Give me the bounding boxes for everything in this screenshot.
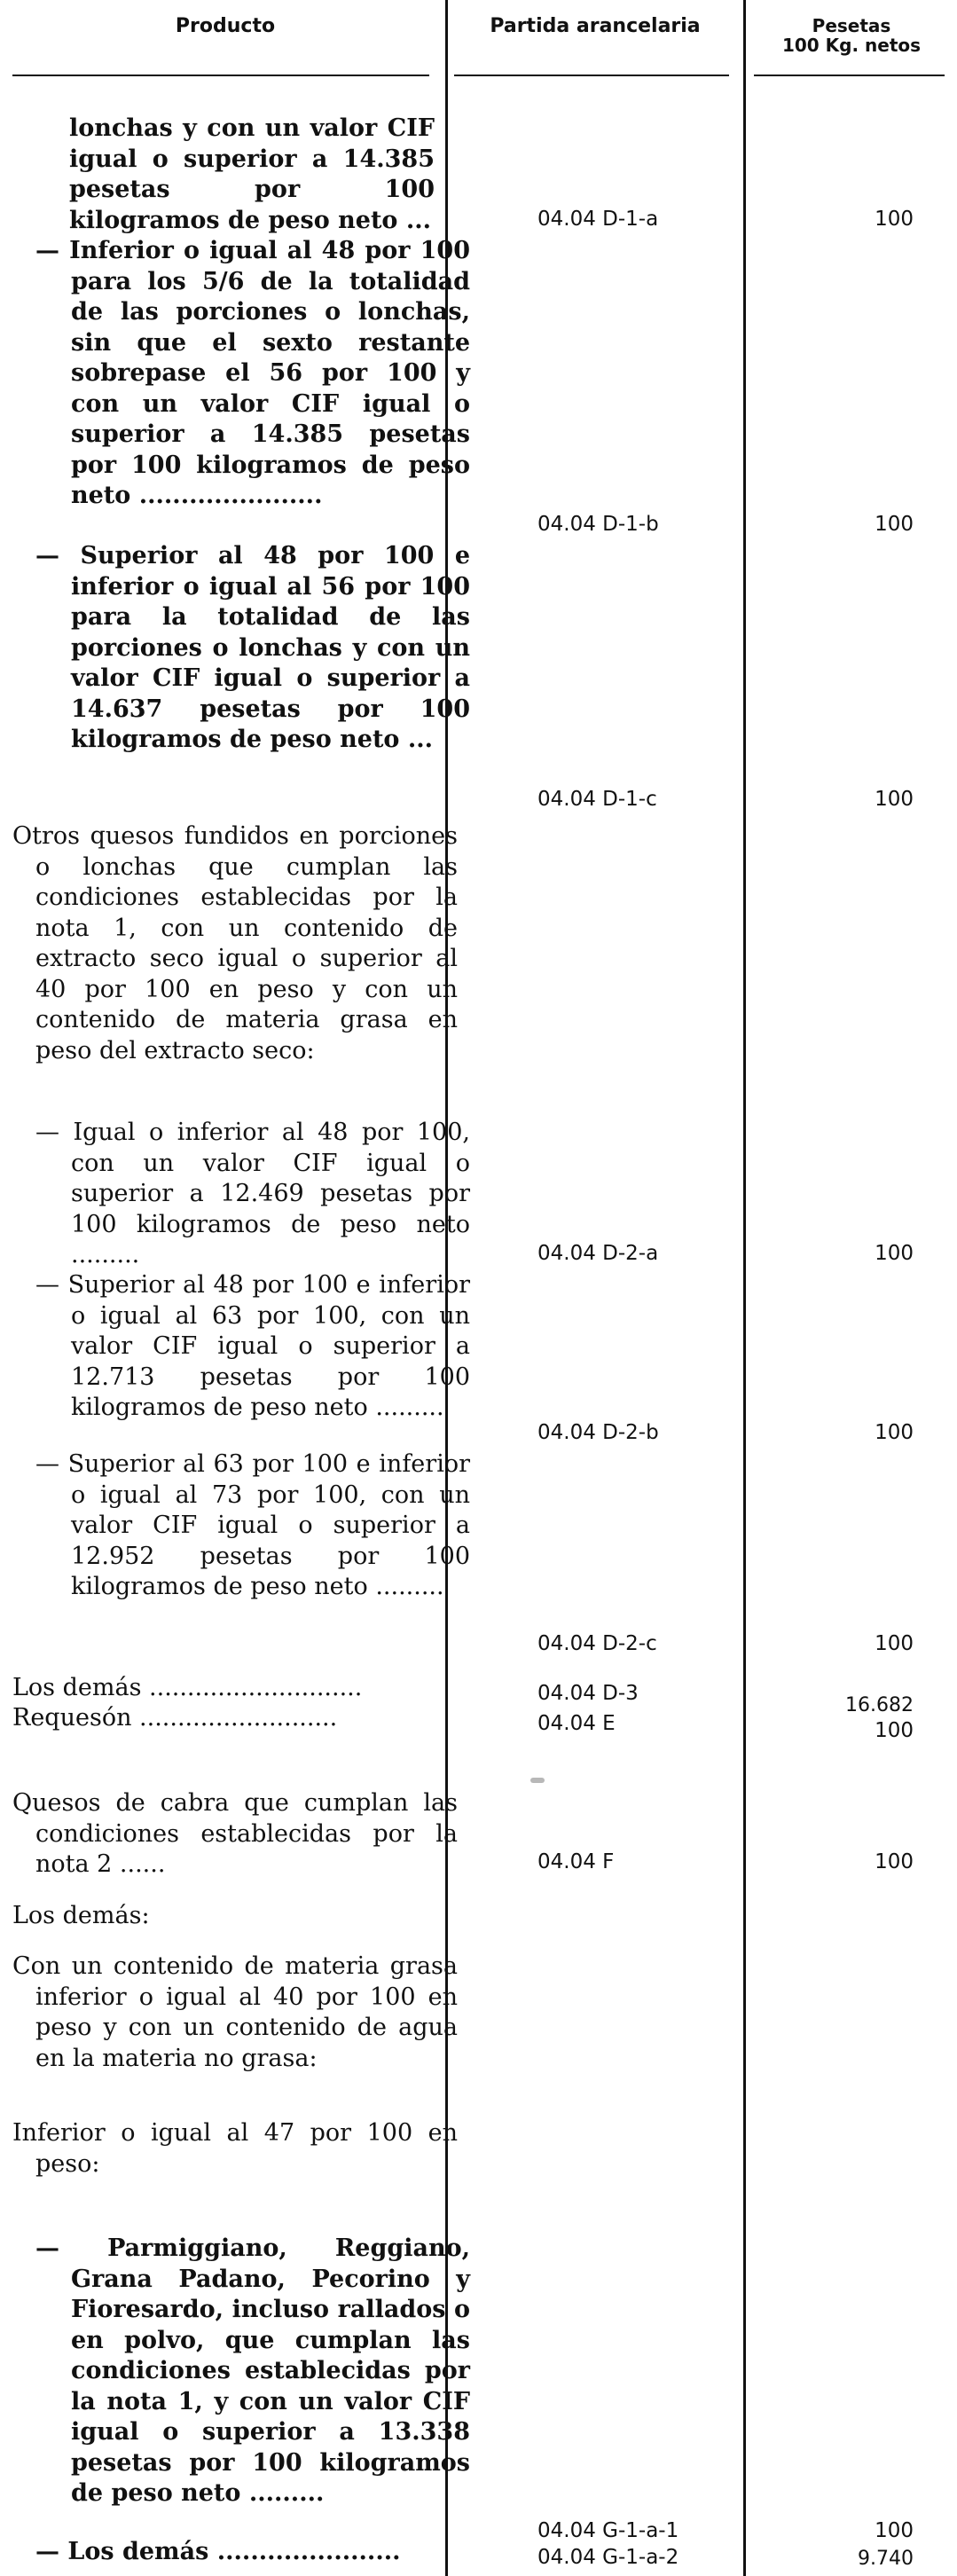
tariff-code: 04.04 G-1-a-2: [537, 2546, 679, 2569]
ink-smudge: [530, 1778, 545, 1783]
tariff-value: 100: [875, 513, 914, 536]
header-underline-pesetas: [754, 75, 945, 76]
product-text: — Parmiggiano, Reggiano, Grana Padano, Pecorino y Fioresardo, incluso rallados o en polvo, que cumplan las condiciones establecidas por la nota 1, y con un valor CIF igual o superior a 13.338 pesetas por 100 kilogramos de peso neto .........: [35, 2234, 470, 2507]
tariff-value: 9.740: [858, 2548, 914, 2570]
product-text: Inferior o igual al 47 por 100 en peso:: [12, 2119, 458, 2178]
tariff-code: 04.04 D-2-c: [537, 1632, 657, 1655]
product-text: lonchas y con un valor CIF igual o superior a 14.385 pesetas por 100 kilogramos de peso neto ...: [69, 114, 435, 234]
tariff-code: 04.04 D-1-a: [537, 208, 659, 231]
tariff-code: 04.04 D-1-c: [537, 788, 657, 811]
product-text: — Igual o inferior al 48 por 100, con un valor CIF igual o superior a 12.469 pesetas por 100 kilogramos de peso neto .........: [35, 1119, 470, 1268]
tariff-value: 100: [875, 2519, 914, 2542]
header-pesetas-line2: 100 Kg. netos: [781, 35, 922, 56]
tariff-value: 100: [875, 1850, 914, 1873]
tariff-code: 04.04 D-2-a: [537, 1242, 659, 1265]
tariff-value: 100: [875, 1421, 914, 1444]
header-underline-producto: [12, 75, 429, 76]
tariff-value: 100: [875, 1242, 914, 1265]
header-pesetas-line1: Pesetas: [812, 15, 891, 36]
product-text: Los demás ............................: [12, 1674, 363, 1701]
tariff-code: 04.04 D-1-b: [537, 513, 659, 536]
product-text: — Inferior o igual al 48 por 100 para los 5/6 de la totalidad de las porciones o lonchas, sin que el sexto restante sobrepase el 56 por 100 y con un valor CIF igual o superior a 14.385 pesetas por 100 kilogramos de peso neto ......................: [35, 237, 470, 509]
tariff-code: 04.04 F: [537, 1850, 615, 1873]
tariff-value: 100: [875, 788, 914, 811]
header-pesetas: [750, 16, 953, 55]
product-text: Quesos de cabra que cumplan las condiciones establecidas por la nota 2 ......: [12, 1789, 458, 1878]
product-text: — Superior al 48 por 100 e inferior o igual al 56 por 100 para la totalidad de las porciones o lonchas y con un valor CIF igual o superior a 14.637 pesetas por 100 kilogramos de peso neto ...: [35, 542, 470, 753]
tariff-value: 16.682: [845, 1694, 914, 1716]
product-text: Requesón ..........................: [12, 1704, 338, 1732]
header-partida-arancelaria: Partida arancelaria: [490, 15, 701, 37]
tariff-code: 04.04 D-2-b: [537, 1421, 659, 1444]
tariff-code: 04.04 G-1-a-1: [537, 2519, 679, 2542]
header-underline-partida: [454, 75, 729, 76]
product-text: — Superior al 63 por 100 e inferior o igual al 73 por 100, con un valor CIF igual o superior a 12.952 pesetas por 100 kilogramos de peso neto .........: [35, 1450, 470, 1600]
product-text: Con un contenido de materia grasa inferior o igual al 40 por 100 en peso y con un contenido de agua en la materia no grasa:: [12, 1952, 458, 2072]
tariff-value: 100: [875, 208, 914, 231]
tariff-value: 100: [875, 1632, 914, 1655]
product-text: — Los demás ......................: [35, 2538, 401, 2565]
header-producto: Producto: [175, 15, 276, 37]
product-text: Otros quesos fundidos en porciones o lonchas que cumplan las condiciones establecidas por la nota 1, con un contenido de extracto seco igual o superior al 40 por 100 en peso y con un contenido de materia grasa en peso del extracto seco:: [12, 822, 458, 1064]
tariff-value: 100: [875, 1719, 914, 1742]
product-text: Los demás:: [12, 1902, 150, 1929]
column-divider-2: [743, 0, 746, 2576]
tariff-code: 04.04 E: [537, 1712, 616, 1735]
product-text: — Superior al 48 por 100 e inferior o igual al 63 por 100, con un valor CIF igual o superior a 12.713 pesetas por 100 kilogramos de peso neto .........: [35, 1271, 470, 1421]
tariff-code: 04.04 D-3: [537, 1682, 639, 1705]
